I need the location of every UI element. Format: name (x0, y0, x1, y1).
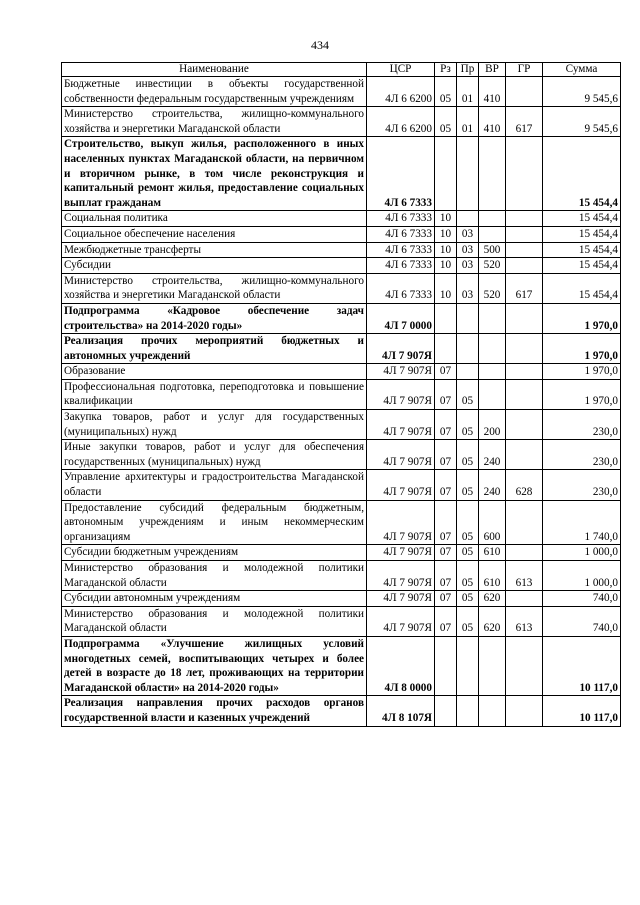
table-row (62, 364, 621, 380)
cell-gr (506, 211, 543, 227)
cell-csr: 4Л 7 907Я (367, 606, 435, 636)
cell-sum: 1 970,0 (543, 379, 621, 409)
table-row (62, 545, 621, 561)
cell-pr: 03 (457, 273, 479, 303)
cell-name: Министерство образования и молодежной политики Магаданской области (62, 561, 367, 591)
cell-csr: 4Л 6 6200 (367, 107, 435, 137)
cell-csr: 4Л 7 907Я (367, 561, 435, 591)
cell-rz: 07 (435, 606, 457, 636)
table-row (62, 77, 621, 107)
cell-vr: 520 (479, 258, 506, 274)
table-row (62, 500, 621, 545)
cell-pr (457, 137, 479, 211)
cell-pr: 01 (457, 77, 479, 107)
cell-name: Подпрограмма «Улучшение жилищных условий многодетных семей, воспитывающих четырех и более детей в возрасте до 18 лет, проживающих на территории Магаданской области» на 2014-2020 годы» (62, 636, 367, 695)
cell-rz: 07 (435, 545, 457, 561)
cell-name: Реализация направления прочих расходов органов государственной власти и казенных учреждений (62, 696, 367, 726)
cell-name: Министерство строительства, жилищно-коммунального хозяйства и энергетики Магаданской области (62, 273, 367, 303)
cell-gr (506, 440, 543, 470)
table-row (62, 561, 621, 591)
table-row (62, 334, 621, 364)
cell-name: Управление архитектуры и градостроительства Магаданской области (62, 470, 367, 500)
cell-gr (506, 334, 543, 364)
cell-pr: 03 (457, 242, 479, 258)
header-name: Наименование (62, 63, 367, 77)
cell-rz: 07 (435, 591, 457, 607)
cell-pr: 05 (457, 410, 479, 440)
cell-name: Субсидии (62, 258, 367, 274)
cell-vr: 240 (479, 470, 506, 500)
cell-name: Закупка товаров, работ и услуг для государственных (муниципальных) нужд (62, 410, 367, 440)
cell-csr: 4Л 8 107Я (367, 696, 435, 726)
cell-vr: 240 (479, 440, 506, 470)
cell-gr (506, 636, 543, 695)
table-row (62, 226, 621, 242)
cell-csr: 4Л 6 7333 (367, 137, 435, 211)
cell-name: Реализация прочих мероприятий бюджетных и автономных учреждений (62, 334, 367, 364)
cell-vr: 610 (479, 561, 506, 591)
cell-sum: 1 000,0 (543, 545, 621, 561)
cell-pr: 03 (457, 258, 479, 274)
cell-csr: 4Л 7 907Я (367, 545, 435, 561)
cell-rz: 07 (435, 440, 457, 470)
table-row (62, 258, 621, 274)
table-row (62, 440, 621, 470)
cell-gr (506, 137, 543, 211)
table-header-row (62, 63, 621, 77)
cell-pr: 01 (457, 107, 479, 137)
cell-name: Субсидии автономным учреждениям (62, 591, 367, 607)
cell-sum: 10 117,0 (543, 696, 621, 726)
cell-csr: 4Л 6 6200 (367, 77, 435, 107)
cell-csr: 4Л 7 907Я (367, 379, 435, 409)
cell-rz: 07 (435, 410, 457, 440)
cell-name: Министерство строительства, жилищно-коммунального хозяйства и энергетики Магаданской области (62, 107, 367, 137)
cell-csr: 4Л 7 907Я (367, 410, 435, 440)
cell-pr (457, 334, 479, 364)
cell-vr: 610 (479, 545, 506, 561)
cell-gr (506, 77, 543, 107)
cell-gr: 628 (506, 470, 543, 500)
table-row (62, 379, 621, 409)
cell-csr: 4Л 7 907Я (367, 591, 435, 607)
cell-sum: 15 454,4 (543, 211, 621, 227)
cell-pr: 05 (457, 470, 479, 500)
budget-table (61, 62, 621, 727)
cell-sum: 1 000,0 (543, 561, 621, 591)
cell-csr: 4Л 6 7333 (367, 273, 435, 303)
cell-sum: 9 545,6 (543, 77, 621, 107)
table-row (62, 303, 621, 333)
cell-gr: 613 (506, 561, 543, 591)
cell-sum: 230,0 (543, 470, 621, 500)
cell-rz: 10 (435, 242, 457, 258)
cell-sum: 15 454,4 (543, 258, 621, 274)
cell-vr: 620 (479, 591, 506, 607)
cell-gr (506, 364, 543, 380)
table-row (62, 591, 621, 607)
cell-sum: 1 970,0 (543, 303, 621, 333)
cell-vr: 600 (479, 500, 506, 545)
cell-vr (479, 137, 506, 211)
header-gr: ГР (506, 63, 543, 77)
cell-sum: 10 117,0 (543, 636, 621, 695)
cell-csr: 4Л 6 7333 (367, 211, 435, 227)
cell-name: Профессиональная подготовка, переподготовка и повышение квалификации (62, 379, 367, 409)
cell-sum: 740,0 (543, 606, 621, 636)
cell-vr (479, 636, 506, 695)
cell-name: Социальное обеспечение населения (62, 226, 367, 242)
cell-vr: 620 (479, 606, 506, 636)
cell-vr (479, 303, 506, 333)
header-rz: Рз (435, 63, 457, 77)
table-row (62, 470, 621, 500)
cell-csr: 4Л 8 0000 (367, 636, 435, 695)
cell-pr (457, 303, 479, 333)
cell-name: Образование (62, 364, 367, 380)
table-row (62, 410, 621, 440)
cell-name: Межбюджетные трансферты (62, 242, 367, 258)
cell-csr: 4Л 6 7333 (367, 226, 435, 242)
cell-name: Министерство образования и молодежной политики Магаданской области (62, 606, 367, 636)
cell-csr: 4Л 7 907Я (367, 500, 435, 545)
cell-pr: 05 (457, 591, 479, 607)
cell-sum: 1 970,0 (543, 364, 621, 380)
table-row (62, 211, 621, 227)
header-csr: ЦСР (367, 63, 435, 77)
cell-gr (506, 242, 543, 258)
cell-csr: 4Л 7 907Я (367, 364, 435, 380)
cell-csr: 4Л 7 907Я (367, 470, 435, 500)
cell-rz: 05 (435, 107, 457, 137)
table-row (62, 137, 621, 211)
cell-gr (506, 591, 543, 607)
cell-name: Социальная политика (62, 211, 367, 227)
cell-name: Субсидии бюджетным учреждениям (62, 545, 367, 561)
cell-pr: 05 (457, 606, 479, 636)
cell-gr (506, 410, 543, 440)
cell-gr (506, 226, 543, 242)
cell-sum: 1 740,0 (543, 500, 621, 545)
table-row (62, 107, 621, 137)
cell-rz (435, 303, 457, 333)
cell-pr (457, 211, 479, 227)
cell-name: Подпрограмма «Кадровое обеспечение задач строительства» на 2014-2020 годы» (62, 303, 367, 333)
cell-gr: 617 (506, 273, 543, 303)
cell-pr: 05 (457, 500, 479, 545)
cell-rz: 07 (435, 561, 457, 591)
cell-csr: 4Л 6 7333 (367, 242, 435, 258)
cell-pr: 05 (457, 561, 479, 591)
cell-name: Предоставление субсидий федеральным бюджетным, автономным учреждениям и иным некоммерческим организациям (62, 500, 367, 545)
table-row (62, 696, 621, 726)
cell-gr (506, 379, 543, 409)
cell-sum: 230,0 (543, 410, 621, 440)
cell-rz: 10 (435, 258, 457, 274)
cell-pr (457, 696, 479, 726)
cell-csr: 4Л 7 907Я (367, 334, 435, 364)
cell-rz (435, 334, 457, 364)
cell-vr: 500 (479, 242, 506, 258)
cell-pr (457, 364, 479, 380)
header-sum: Сумма (543, 63, 621, 77)
cell-sum: 15 454,4 (543, 273, 621, 303)
cell-pr (457, 636, 479, 695)
cell-rz: 07 (435, 500, 457, 545)
cell-gr (506, 545, 543, 561)
table-row (62, 242, 621, 258)
cell-pr: 05 (457, 440, 479, 470)
cell-rz (435, 696, 457, 726)
cell-name: Бюджетные инвестиции в объекты государственной собственности федеральным государственным учреждениям (62, 77, 367, 107)
cell-vr: 520 (479, 273, 506, 303)
cell-csr: 4Л 6 7333 (367, 258, 435, 274)
cell-gr: 617 (506, 107, 543, 137)
cell-rz: 05 (435, 77, 457, 107)
cell-gr (506, 500, 543, 545)
cell-name: Строительство, выкуп жилья, расположенного в иных населенных пунктах Магаданской области, на первичном и вторичном рынке, в том числе реконструкция и капитальный ремонт жилья, предоставление социальных выплат гражданам (62, 137, 367, 211)
table-row (62, 606, 621, 636)
cell-rz (435, 137, 457, 211)
cell-pr: 03 (457, 226, 479, 242)
cell-name: Иные закупки товаров, работ и услуг для обеспечения государственных (муниципальных) нужд (62, 440, 367, 470)
cell-sum: 15 454,4 (543, 226, 621, 242)
cell-rz (435, 636, 457, 695)
cell-rz: 10 (435, 273, 457, 303)
cell-rz: 07 (435, 379, 457, 409)
page-number: 434 (311, 38, 329, 52)
cell-vr: 200 (479, 410, 506, 440)
cell-pr: 05 (457, 379, 479, 409)
cell-rz: 07 (435, 470, 457, 500)
cell-rz: 10 (435, 211, 457, 227)
cell-gr (506, 258, 543, 274)
cell-gr (506, 696, 543, 726)
cell-vr (479, 211, 506, 227)
table-row (62, 273, 621, 303)
cell-sum: 9 545,6 (543, 107, 621, 137)
cell-vr (479, 696, 506, 726)
cell-sum: 15 454,4 (543, 137, 621, 211)
header-vr: ВР (479, 63, 506, 77)
cell-vr (479, 379, 506, 409)
cell-sum: 1 970,0 (543, 334, 621, 364)
table-row (62, 636, 621, 695)
cell-gr: 613 (506, 606, 543, 636)
cell-vr: 410 (479, 77, 506, 107)
cell-vr (479, 364, 506, 380)
cell-vr (479, 226, 506, 242)
cell-gr (506, 303, 543, 333)
cell-pr: 05 (457, 545, 479, 561)
cell-csr: 4Л 7 0000 (367, 303, 435, 333)
cell-vr (479, 334, 506, 364)
table-body (62, 77, 621, 727)
cell-sum: 15 454,4 (543, 242, 621, 258)
cell-sum: 230,0 (543, 440, 621, 470)
cell-sum: 740,0 (543, 591, 621, 607)
cell-rz: 07 (435, 364, 457, 380)
cell-vr: 410 (479, 107, 506, 137)
cell-csr: 4Л 7 907Я (367, 440, 435, 470)
header-pr: Пр (457, 63, 479, 77)
cell-rz: 10 (435, 226, 457, 242)
